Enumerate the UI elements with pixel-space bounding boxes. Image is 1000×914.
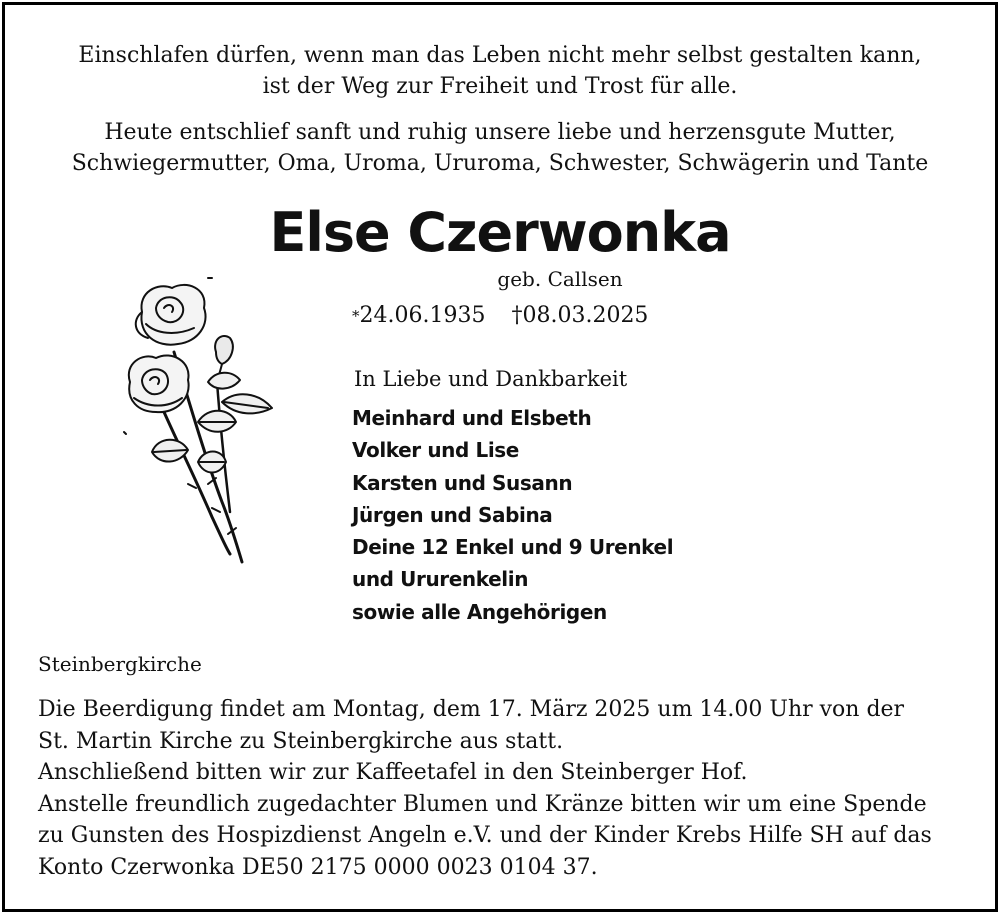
list-item: Jürgen und Sabina — [352, 502, 553, 527]
motto-line: Einschlafen dürfen, wenn man das Leben nicht mehr selbst gestalten kann, — [78, 43, 922, 68]
funeral-details — [38, 694, 932, 884]
birth-date: 24.06.1935 — [359, 303, 486, 328]
list-item: Deine 12 Enkel und 9 Urenkel — [352, 535, 674, 560]
motto-line: ist der Weg zur Freiheit und Trost für alle. — [262, 74, 738, 99]
funeral-line: St. Martin Kirche zu Steinbergkirche aus statt. — [38, 728, 564, 754]
mourners-list — [352, 402, 673, 628]
rose-illustration-icon — [112, 272, 282, 582]
maiden-name: geb. Callsen — [497, 267, 623, 291]
list-item: sowie alle Angehörigen — [352, 599, 607, 624]
death-symbol: † — [511, 303, 523, 328]
funeral-line: Anschließend bitten wir zur Kaffeetafel in den Steinberger Hof. — [38, 760, 748, 786]
announcement-text — [0, 117, 1000, 179]
deceased-name: Else Czerwonka — [269, 201, 731, 264]
list-item: und Ururenkelin — [352, 567, 529, 592]
funeral-line: Anstelle freundlich zugedachter Blumen und Kränze bitten wir um eine Spende — [38, 791, 927, 817]
place-name: Steinbergkirche — [38, 652, 202, 676]
announcement-line: Heute entschlief sanft und ruhig unsere liebe und herzensgute Mutter, — [104, 120, 896, 145]
list-item: Karsten und Susann — [352, 470, 573, 495]
funeral-line: zu Gunsten des Hospizdienst Angeln e.V. und der Kinder Krebs Hilfe SH auf das — [38, 823, 932, 849]
funeral-line: Die Beerdigung findet am Montag, dem 17. März 2025 um 14.00 Uhr von der — [38, 697, 905, 722]
list-item: Volker und Lise — [352, 438, 519, 463]
motto — [0, 40, 1000, 102]
funeral-line: Konto Czerwonka DE50 2175 0000 0023 0104 37. — [38, 854, 598, 880]
announcement-line: Schwiegermutter, Oma, Uroma, Ururoma, Schwester, Schwägerin und Tante — [71, 151, 929, 176]
death-date: 08.03.2025 — [522, 303, 649, 328]
life-dates — [352, 300, 648, 332]
mourners-intro: In Liebe und Dankbarkeit — [354, 367, 628, 391]
list-item: Meinhard und Elsbeth — [352, 406, 592, 430]
birth-symbol: * — [352, 307, 360, 325]
